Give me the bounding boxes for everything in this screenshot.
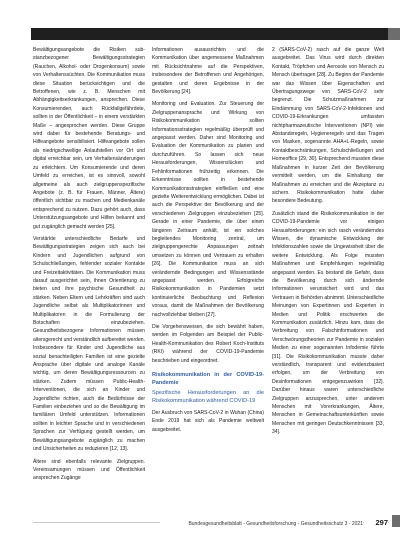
paragraph: Informationen ausausrichten und die Kommunikation über angemessene Maßnahmen mit Rücksichtnahme auf die Perspektiven, insbesondere der Betroffenen und Angehörigen, gestalten und deren Ergebnisse in der Bevölkerung [24]. — [152, 47, 264, 96]
page-edge-marker — [392, 515, 400, 527]
subsection-heading: Spezifische Herausforderungen an die Risikokommunikation während COVID-19 — [152, 390, 264, 405]
paragraph: Die Vorgehensweisen, die sich bewährt haben, werden im Folgenden am Beispiel der Public-Health-Kommunikation des Robert Koch-Instituts (RKI) während der COVID-19-Pandemie beschrieben und eingeordnet. — [152, 324, 264, 364]
text-column-middle — [152, 46, 264, 434]
section-heading: Risikokommunikation in der COVID-19-Pandemie — [152, 372, 264, 387]
header-band — [31, 28, 388, 40]
text-column-right — [272, 46, 384, 437]
text-column-left — [33, 46, 145, 483]
paragraph: Bewältigungsangebote die Risiken sub-stanzbezogener Bewältigungsstrategien (Rauchen, Alkohol- oder Drogenkonsum) sowie von Verhaltenssüchten. Die Kommunikation muss diese Situation berücksichtigen und die Betroffenen, wie z. B. Menschen mit Abhängigkeitserkrankungen, ansprechen. Diese Konsumierenden, auch Rückfallgefährdete, sollten in der Öffentlichkeit – in einem verstärkten Maße – angesprochen werden. Diese Gruppe wird dabei für bestehende Beratungs- und Hilfeangebote sensibilisiert. Hilfeangebote sollen als niedrigschwellige Anlaufstellen vor Ort und digital erreichbar sein, um Verhaltensänderungen zu erleichtern. Um Konsumierende und deren Umfeld zu erreichen, ist es sinnvoll, sowohl allgemeine als auch zielgruppenspezifische Angebote (z. B. für Frauen, Männer, Ältere) öffentlich sichtbar zu machen und Medienkanäle entsprechend zu nutzen. Dazu gehört auch, dass Unterstützungsangebote und Hilfen bekannt und gut zugänglich gemacht werden [25]. — [33, 47, 145, 230]
paragraph: Zusätzlich stand die Risikokommunikation in der COVID-19-Pandemie vor einigen Herausforderungen: ein sich rasch veränderndes Wissen, die dynamische Entwicklung der Infektionszahlen sowie die Ungewissheit über die weitere Entwicklung. Als Folge mussten Maßnahmen und Empfehlungen regelmäßig angepasst werden. Es bestand die Gefahr, dass die Bevölkerung durch sich ändernde Informationen verunsichert wird und das Vertrauen in Behörden abnimmt. Unterschiedliche Meinungen von Expertinnen und Experten in Medien und Politik erschwerten die Kommunikation zusätzlich. Hinzu kam, dass die Verbreitung von Falschinformationen und Verschwörungstheorien zur Pandemie in sozialen Medien zu einer sogenannten Infodemie führte [31]. Die Risikokommunikation musste daher verständlich, transparent und evidenzbasiert erfolgen, um der Verbreitung von Desinformationen entgegenzuwirken [32]. Darüber hinaus waren unterschiedliche Zielgruppen anzusprechen, unter anderem Menschen mit Vorerkrankungen, Ältere, Menschen in Gemeinschaftsunterkünften sowie Menschen mit geringen Deutschkenntnissen [33, 34]. — [272, 210, 384, 436]
paragraph: Monitoring und Evaluation. Zur Steuerung der Zielgruppenansprache und Wirkung von Risikokommunikation sollten Informationsstrategien regelmäßig überprüft und angepasst werden. Daher sind Monitoring und Evaluation der Kommunikation zu planen und durchzuführen. So lassen sich neue Herausforderungen, Wissenslücken und Fehlinformationen frühzeitig erkennen. Die Erkenntnisse sollten in bestehende Kommunikationsstrategien einfließen und eine gezielte Weiterentwicklung ermöglichen. Dabei ist auch die Perspektive der Bevölkerung und der verschiedenen Zielgruppen einzubeziehen [25]. Gerade in einer Pandemie, die über einen längeren Zeitraum anhält, ist ein solches begleitendes Monitoring zentral, um zielgruppengerechte Anpassungen zeitnah umsetzen zu können und Vertrauen zu erhalten [26]. Die Kommunikation muss an sich verändernde Bedingungen und Wissensstände angepasst werden. Erfolgreiche Risikokommunikation in Pandemien setzt kontinuierliche Beobachtung und Reflexion voraus, damit die Maßnahmen der Bevölkerung nachvollziehbar bleiben [27]. — [152, 101, 264, 318]
paragraph: Ältere sind ebenfalls relevante Zielgruppen. Vereinsamungen müssen und Öffentlichkeit ansprechen Zugänge — [33, 458, 145, 482]
header-tab-marker — [388, 28, 400, 40]
paragraph: 2 (SARS-CoV-2) rasch auf die ganze Welt ausgebreitet. Das Virus wird durch direkten Kontakt, Tröpfchen und Aerosole von Mensch zu Mensch übertragen [28]. Zu Beginn der Pandemie war das Wissen über Eigenschaften und Übertragungswege von SARS-CoV-2 sehr begrenzt. Die Schutzmaßnahmen zur Eindämmung von SARS-CoV-2-Infektionen und COVID-19-Erkrankungen umfassten nichtpharmazeutische Interventionen (NPI) wie Abstandsregeln, Hygieneregeln und das Tragen von Masken, sogenannte AHA+L-Regeln, sowie Kontaktbeschränkungen, Schulschließungen und Homeoffice [29, 30]. Entsprechend mussten diese Maßnahmen in kurzer Zeit der Bevölkerung vermittelt werden, um die Einhaltung der Maßnahmen zu erreichen und die Akzeptanz zu sichern. Risikokommunikation hatte daher besondere Bedeutung. — [272, 47, 384, 205]
paragraph: Verstärkte unterschiedliche Bedarfe und Bewältigungsstrategien zeigen sich auch bei Kindern und Jugendlichen aufgrund von Schulschließungen, fehlender sozialer Kontakte und Freizeitaktivitäten. Die Kommunikation muss darauf ausgerichtet sein, ihnen Orientierung zu bieten und ihre psychische Gesundheit zu stärken. Neben Eltern und Lehrkräften sind auch Jugendliche selbst als Multiplikatorinnen und Multiplikatoren in die Formulierung der Botschaften einzubeziehen. Gesundheitsbezogene Informationen müssen altersgerecht und verständlich aufbereitet werden. Insbesondere für Kinder und Jugendliche aus sozial benachteiligten Familien ist eine gezielte Ansprache über digitale und analoge Kanäle wichtig, um deren Bewältigungsressourcen zu stärken. Zudem müssen Public-Health-Interventionen, die sich an Kinder und Jugendliche richten, auch die Bedürfnisse der Familien einbeziehen und so die Bewältigung im familiären Umfeld unterstützen. Informationen sollten in leichter Sprache und in verschiedenen Sprachen zur Verfügung gestellt werden, um Bewältigungsangebote zugänglich zu machen und Unsicherheiten zu reduzieren [12, 13]. — [33, 235, 145, 453]
journal-footer: Bundesgesundheitsblatt - Gesundheitsforschung - Gesundheitsschutz 3 · 2021 — [160, 520, 363, 528]
page-number: 297 — [364, 518, 388, 528]
paragraph: Der Ausbruch von SARS-CoV-2 in Wuhan (China) Ende 2019 hat sich als Pandemie weltweit ausgebreitet. — [152, 410, 264, 433]
